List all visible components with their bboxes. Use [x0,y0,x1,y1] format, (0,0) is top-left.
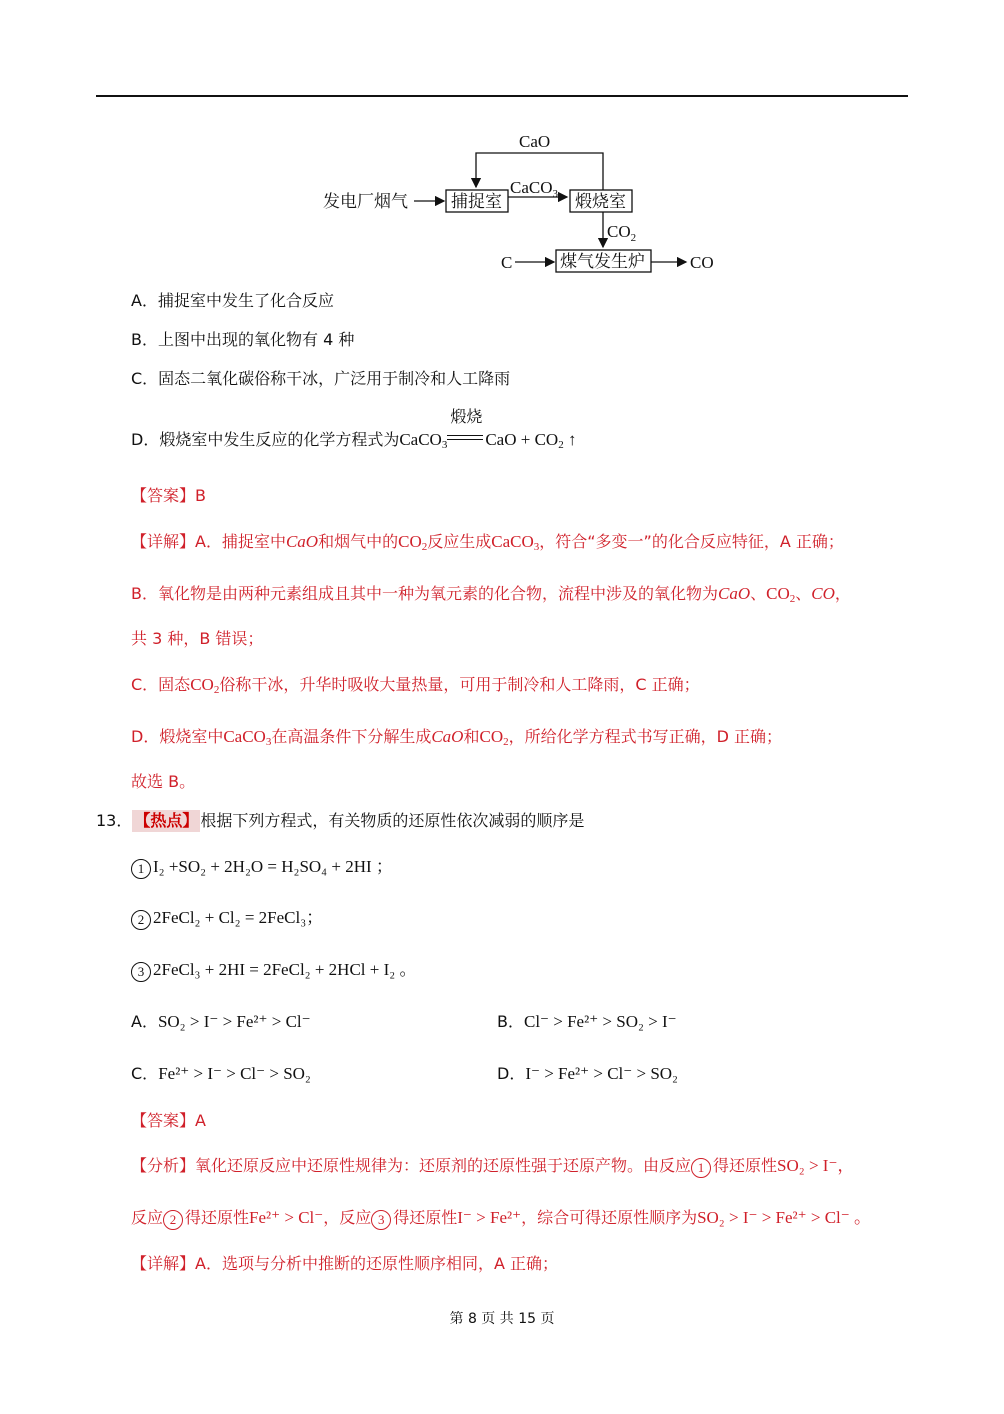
caco3-label: CaCO$_3$ [510,178,558,200]
flue-gas-label: 发电厂烟气 [323,192,408,211]
q13-analysis-1: 【分析】氧化还原反应中还原性规律为：还原剂的还原性强于还原产物。由反应 1 得还原性SO₂ > I⁻， [131,1155,854,1178]
q12-detail-a: 【详解】A．捕捉室中CaO和烟气中的$CO_2$反应生成CaCO$_3$，符合“多变一”的化合反应特征，A 正确； [131,532,844,553]
q13-equation-2: 2 2FeCl₂ + Cl₂ = 2FeCl₃； [131,907,323,930]
co-label: CO [690,253,714,272]
q13-option-a: A．SO₂ > I⁻ > Fe²⁺ > Cl⁻ [131,1012,311,1031]
q12-d-condition: 煅烧 [447,427,485,449]
q12-detail-b-cont: 共 3 种，B 错误； [131,629,264,648]
flow-diagram-svg [300,125,730,285]
q13-answer: 【答案】A [131,1111,206,1130]
q13-option-b: B．Cl⁻ > Fe²⁺ > SO₂ > I⁻ [497,1012,677,1031]
capture-room-label: 捕捉室 [451,192,502,211]
q12-answer: 【答案】B [131,486,206,505]
hot-tag: 【热点】 [134,811,199,830]
q13-option-d: D．I⁻ > Fe²⁺ > Cl⁻ > SO₂ [497,1064,678,1083]
q12-option-a: A．捕捉室中发生了化合反应 [131,291,334,310]
q12-d-products: CaO + $CO_2$ ↑ [485,430,577,451]
q13-stem: 13． 【热点】 根据下列方程式，有关物质的还原性依次减弱的顺序是 [96,811,585,830]
page-footer: 第 8 页 共 15 页 [449,1311,555,1327]
q12-option-d-text: D．煅烧室中发生反应的化学方程式为 [131,430,400,449]
q13-analysis-2: 反应 2 得还原性Fe²⁺ > Cl⁻，反应 3 得还原性I⁻ > Fe²⁺，综合可得还原性顺序为SO₂ > I⁻ > Fe²⁺ > Cl⁻ 。 [131,1207,871,1230]
q13-equation-1: 1 I₂ +SO₂ + 2H₂O = H₂SO₄ + 2HI ； [131,856,393,879]
q12-detail-d: D．煅烧室中CaCO$_3$在高温条件下分解生成CaO和$CO_2$，所给化学方程式书写正确，D 正确； [131,727,783,748]
co2-label: $CO_2$ [607,222,637,244]
q13-option-c: C．Fe²⁺ > I⁻ > Cl⁻ > SO₂ [131,1064,311,1083]
q12-option-d [131,409,577,451]
q12-detail-b: B．氧化物是由两种元素组成且其中一种为氧元素的化合物，流程中涉及的氧化物为CaO、$CO_2$、CO， [131,584,851,605]
q13-equation-3: 3 2FeCl₃ + 2HI = 2FeCl₂ + 2HCl + I₂ 。 [131,959,416,982]
gasifier-label: 煤气发生炉 [560,252,645,271]
q12-detail-c: C．固态$CO_2$俗称干冰，升华时吸收大量热量，可用于制冷和人工降雨，C 正确； [131,675,700,696]
q13-detail-a: 【详解】A．选项与分析中推断的还原性顺序相同，A 正确； [131,1254,558,1273]
q12-option-c: C．固态二氧化碳俗称干冰，广泛用于制冷和人工降雨 [131,369,511,388]
cao-label: CaO [519,132,551,151]
q12-d-reactant: CaCO$_3$ [399,430,448,451]
q12-option-b: B．上图中出现的氧化物有 4 种 [131,330,355,349]
header-rule [96,95,908,97]
calcine-room-label: 煅烧室 [575,192,626,211]
carbon-label: C [501,253,513,272]
q12-conclusion: 故选 B。 [131,772,196,791]
process-diagram [300,125,730,289]
